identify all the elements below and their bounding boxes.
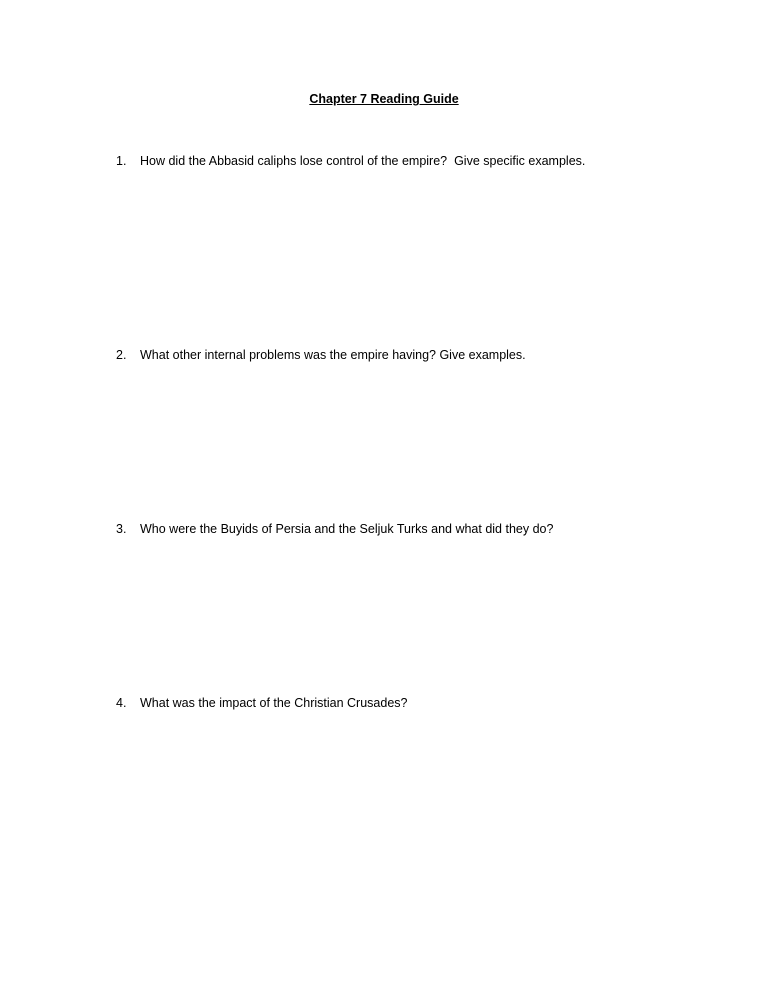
question-2 <box>116 347 526 363</box>
question-number: 2. <box>116 348 127 362</box>
question-text: What was the impact of the Christian Crusades? <box>140 696 408 710</box>
question-4 <box>116 695 407 711</box>
question-text: How did the Abbasid caliphs lose control of the empire? Give specific examples. <box>140 154 586 168</box>
document-title: Chapter 7 Reading Guide <box>309 92 459 106</box>
question-text: Who were the Buyids of Persia and the Seljuk Turks and what did they do? <box>140 522 554 536</box>
question-number: 3. <box>116 522 127 536</box>
question-number: 1. <box>116 154 127 168</box>
question-3 <box>116 521 553 537</box>
question-text: What other internal problems was the empire having? Give examples. <box>140 348 526 362</box>
question-number: 4. <box>116 696 127 710</box>
question-1 <box>116 153 585 169</box>
